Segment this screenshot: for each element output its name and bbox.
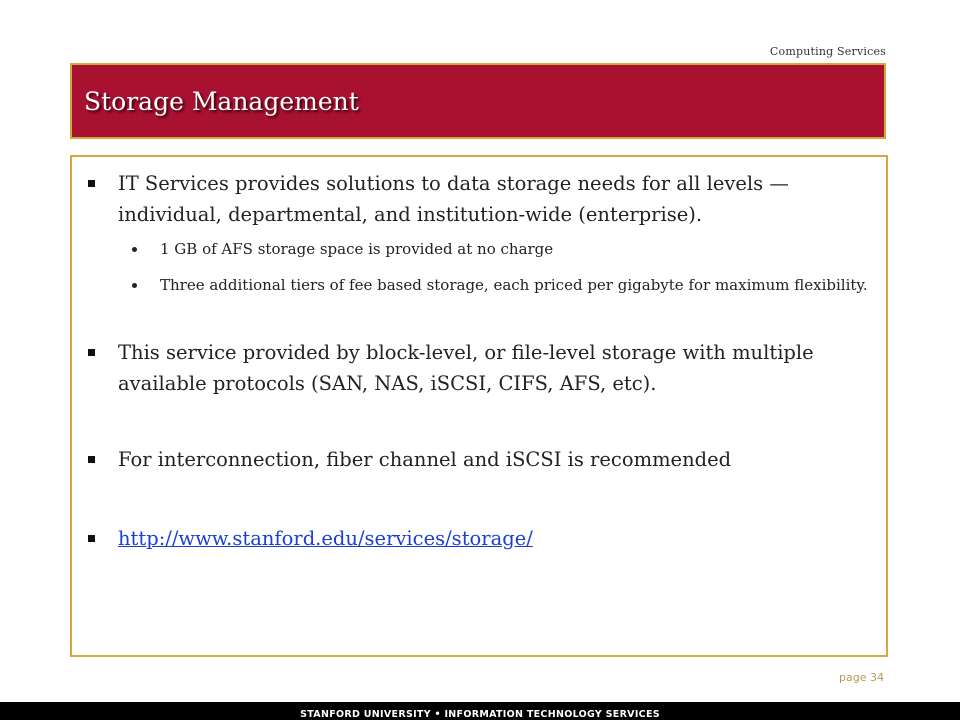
bullet-item [88, 337, 870, 399]
footer-text: STANFORD UNIVERSITY • INFORMATION TECHNOLOGY SERVICES [300, 709, 660, 720]
square-bullet-icon [88, 349, 95, 356]
round-bullet-icon [132, 283, 137, 288]
page-number: page 34 [839, 671, 884, 684]
bullet-item [88, 444, 870, 475]
square-bullet-icon [88, 180, 95, 187]
sub-bullet-item [132, 238, 872, 260]
sub-bullet-item [132, 274, 872, 296]
department-label: Computing Services [769, 45, 886, 58]
footer-banner [0, 702, 960, 720]
title-bar [70, 63, 886, 139]
bullet-item [88, 168, 870, 230]
slide-title: Storage Management [84, 87, 359, 116]
bullet-text: For interconnection, fiber channel and iSCSI is recommended [118, 448, 732, 471]
round-bullet-icon [132, 247, 137, 252]
storage-services-link[interactable]: http://www.stanford.edu/services/storage/ [118, 527, 533, 550]
bullet-link-wrapper [118, 523, 870, 554]
content-box [70, 155, 888, 657]
square-bullet-icon [88, 535, 95, 542]
sub-bullet-text: 1 GB of AFS storage space is provided at no charge [160, 240, 554, 258]
bullet-item [88, 523, 870, 554]
bullet-text: This service provided by block-level, or file-level storage with multiple available protocols (SAN, NAS, iSCSI, CIFS, AFS, etc). [118, 341, 814, 395]
bullet-text: IT Services provides solutions to data storage needs for all levels — individual, departmental, and institution-wide (enterprise). [118, 172, 789, 226]
square-bullet-icon [88, 456, 95, 463]
sub-bullet-text: Three additional tiers of fee based storage, each priced per gigabyte for maximum flexibility. [160, 276, 868, 294]
